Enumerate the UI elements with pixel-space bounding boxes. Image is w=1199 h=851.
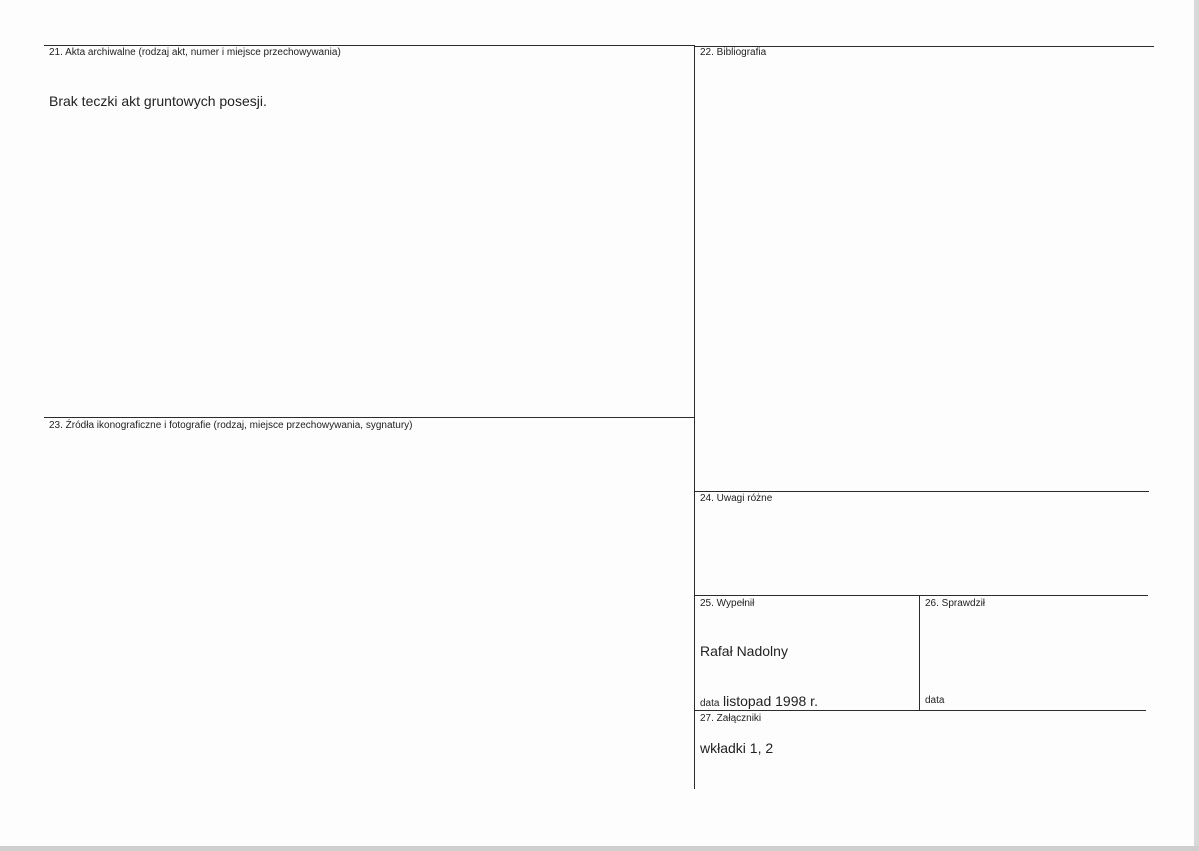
- divider-main: [694, 45, 695, 789]
- rule-top-left: [44, 45, 694, 46]
- section-27-label: 27. Załączniki: [700, 713, 762, 724]
- rule-section-23: [44, 417, 694, 418]
- section-21-value: Brak teczki akt gruntowych posesji.: [49, 93, 267, 109]
- section-26-label: 26. Sprawdził: [925, 598, 986, 609]
- scan-edge-right: [1194, 0, 1199, 851]
- section-26-date-label: data: [925, 695, 945, 706]
- section-25-name: Rafał Nadolny: [700, 643, 788, 659]
- scan-edge-bottom: [0, 846, 1199, 851]
- divider-25-26: [919, 595, 920, 710]
- section-25-date-value: listopad 1998 r.: [723, 693, 818, 709]
- rule-section-27: [694, 710, 1146, 711]
- section-24-label: 24. Uwagi różne: [700, 493, 773, 504]
- rule-section-25-26: [694, 595, 1148, 596]
- section-27-value: wkładki 1, 2: [700, 740, 774, 756]
- section-22-label: 22. Bibliografia: [700, 47, 767, 58]
- section-25-date-label: data: [700, 698, 720, 709]
- section-25-label: 25. Wypełnił: [700, 598, 755, 609]
- section-21-label: 21. Akta archiwalne (rodzaj akt, numer i miejsce przechowywania): [49, 47, 341, 58]
- section-23-label: 23. Źródła ikonograficzne i fotografie (rodzaj, miejsce przechowywania, sygnatury): [49, 420, 413, 431]
- rule-section-24: [694, 491, 1149, 492]
